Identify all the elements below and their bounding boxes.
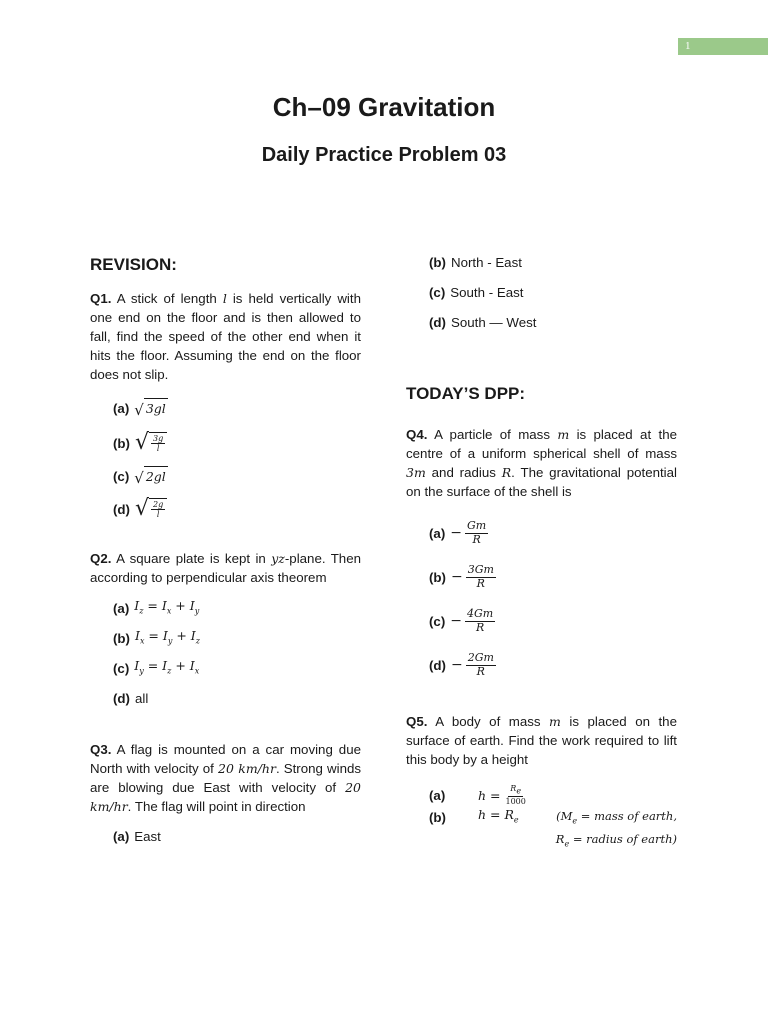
q3-option-b[interactable]: (b) North - East — [429, 254, 522, 270]
page-subtitle: Daily Practice Problem 03 — [261, 144, 507, 166]
q3-option-c[interactable]: (c) South - East — [429, 284, 524, 300]
q3-option-a[interactable]: (a) East — [113, 828, 161, 844]
q5-note: ($M_e$ = mass of earth, $R_e$ = radius of earth) — [555, 809, 677, 849]
page-title: Ch–09 Gravitation — [272, 92, 496, 122]
q5-option-b[interactable]: (b) $h = R_e$ — [429, 806, 519, 825]
q2-option-d[interactable]: (d) all — [113, 690, 149, 706]
q4-option-d[interactable]: (d) − $\frac{2Gm}{R}$ — [429, 650, 494, 678]
q2-option-a[interactable]: (a) $I_z = I_x + I_y$ — [113, 597, 200, 616]
sqrt-expression: √ $\frac{2g}{l}$ — [135, 498, 167, 520]
question-4: Q4. A particle of mass m is placed at the centre of a uniform spherical shell of mass 3m and radius R. The gravitational potential on the surface of the shell is — [406, 427, 677, 499]
todays-dpp-heading: TODAY’S DPP: — [406, 384, 526, 403]
q3-option-d[interactable]: (d) South — West — [429, 314, 537, 330]
question-1: Q1. A stick of length l is held vertically with one end on the floor and is then allowed to fall, find the speed of the other end when it hits the floor. Assuming the end on the floor does not slip. — [90, 291, 361, 382]
left-column — [90, 255, 361, 846]
sqrt-expression: √ 3gl — [134, 398, 168, 418]
question-5: Q5. A body of mass m is placed on the surface of earth. Find the work required to lift this body by a height — [406, 714, 677, 767]
q4-option-b[interactable]: (b) − $\frac{3Gm}{R}$ — [429, 562, 494, 590]
q2-option-b[interactable]: (b) $I_x = I_y + I_z$ — [113, 627, 200, 646]
q4-option-a[interactable]: (a) − $\frac{Gm}{R}$ — [429, 518, 487, 546]
q1-option-a[interactable]: (a) √ 3gl — [113, 397, 361, 419]
right-column — [406, 252, 677, 849]
q2-option-c[interactable]: (c) $I_y = I_z + I_x$ — [113, 657, 200, 676]
page-number: 1 — [678, 38, 768, 55]
q1-option-d[interactable]: (d) √ $\frac{2g}{l}$ — [113, 493, 361, 525]
revision-heading: REVISION: — [90, 255, 177, 274]
q5-options-block — [406, 781, 677, 849]
sqrt-expression: √ $\frac{3g}{l}$ — [135, 432, 167, 454]
q1-option-b[interactable]: (b) √ $\frac{3g}{l}$ — [113, 427, 361, 459]
question-2: Q2. A square plate is kept in yz-plane. Then according to perpendicular axis theorem — [90, 551, 361, 585]
question-3: Q3. A flag is mounted on a car moving due North with velocity of 20 km/hr. Strong winds are blowing due East with velocity of 20 km/hr. The flag will point in direction — [90, 742, 362, 814]
sqrt-expression: √ 2gl — [134, 466, 168, 486]
q1-option-c[interactable]: (c) √ 2gl — [113, 465, 361, 487]
q5-option-a[interactable]: (a) h = $\frac{R_e}{1000}$ — [429, 784, 526, 806]
q4-option-c[interactable]: (c) − $\frac{4Gm}{R}$ — [429, 606, 494, 634]
